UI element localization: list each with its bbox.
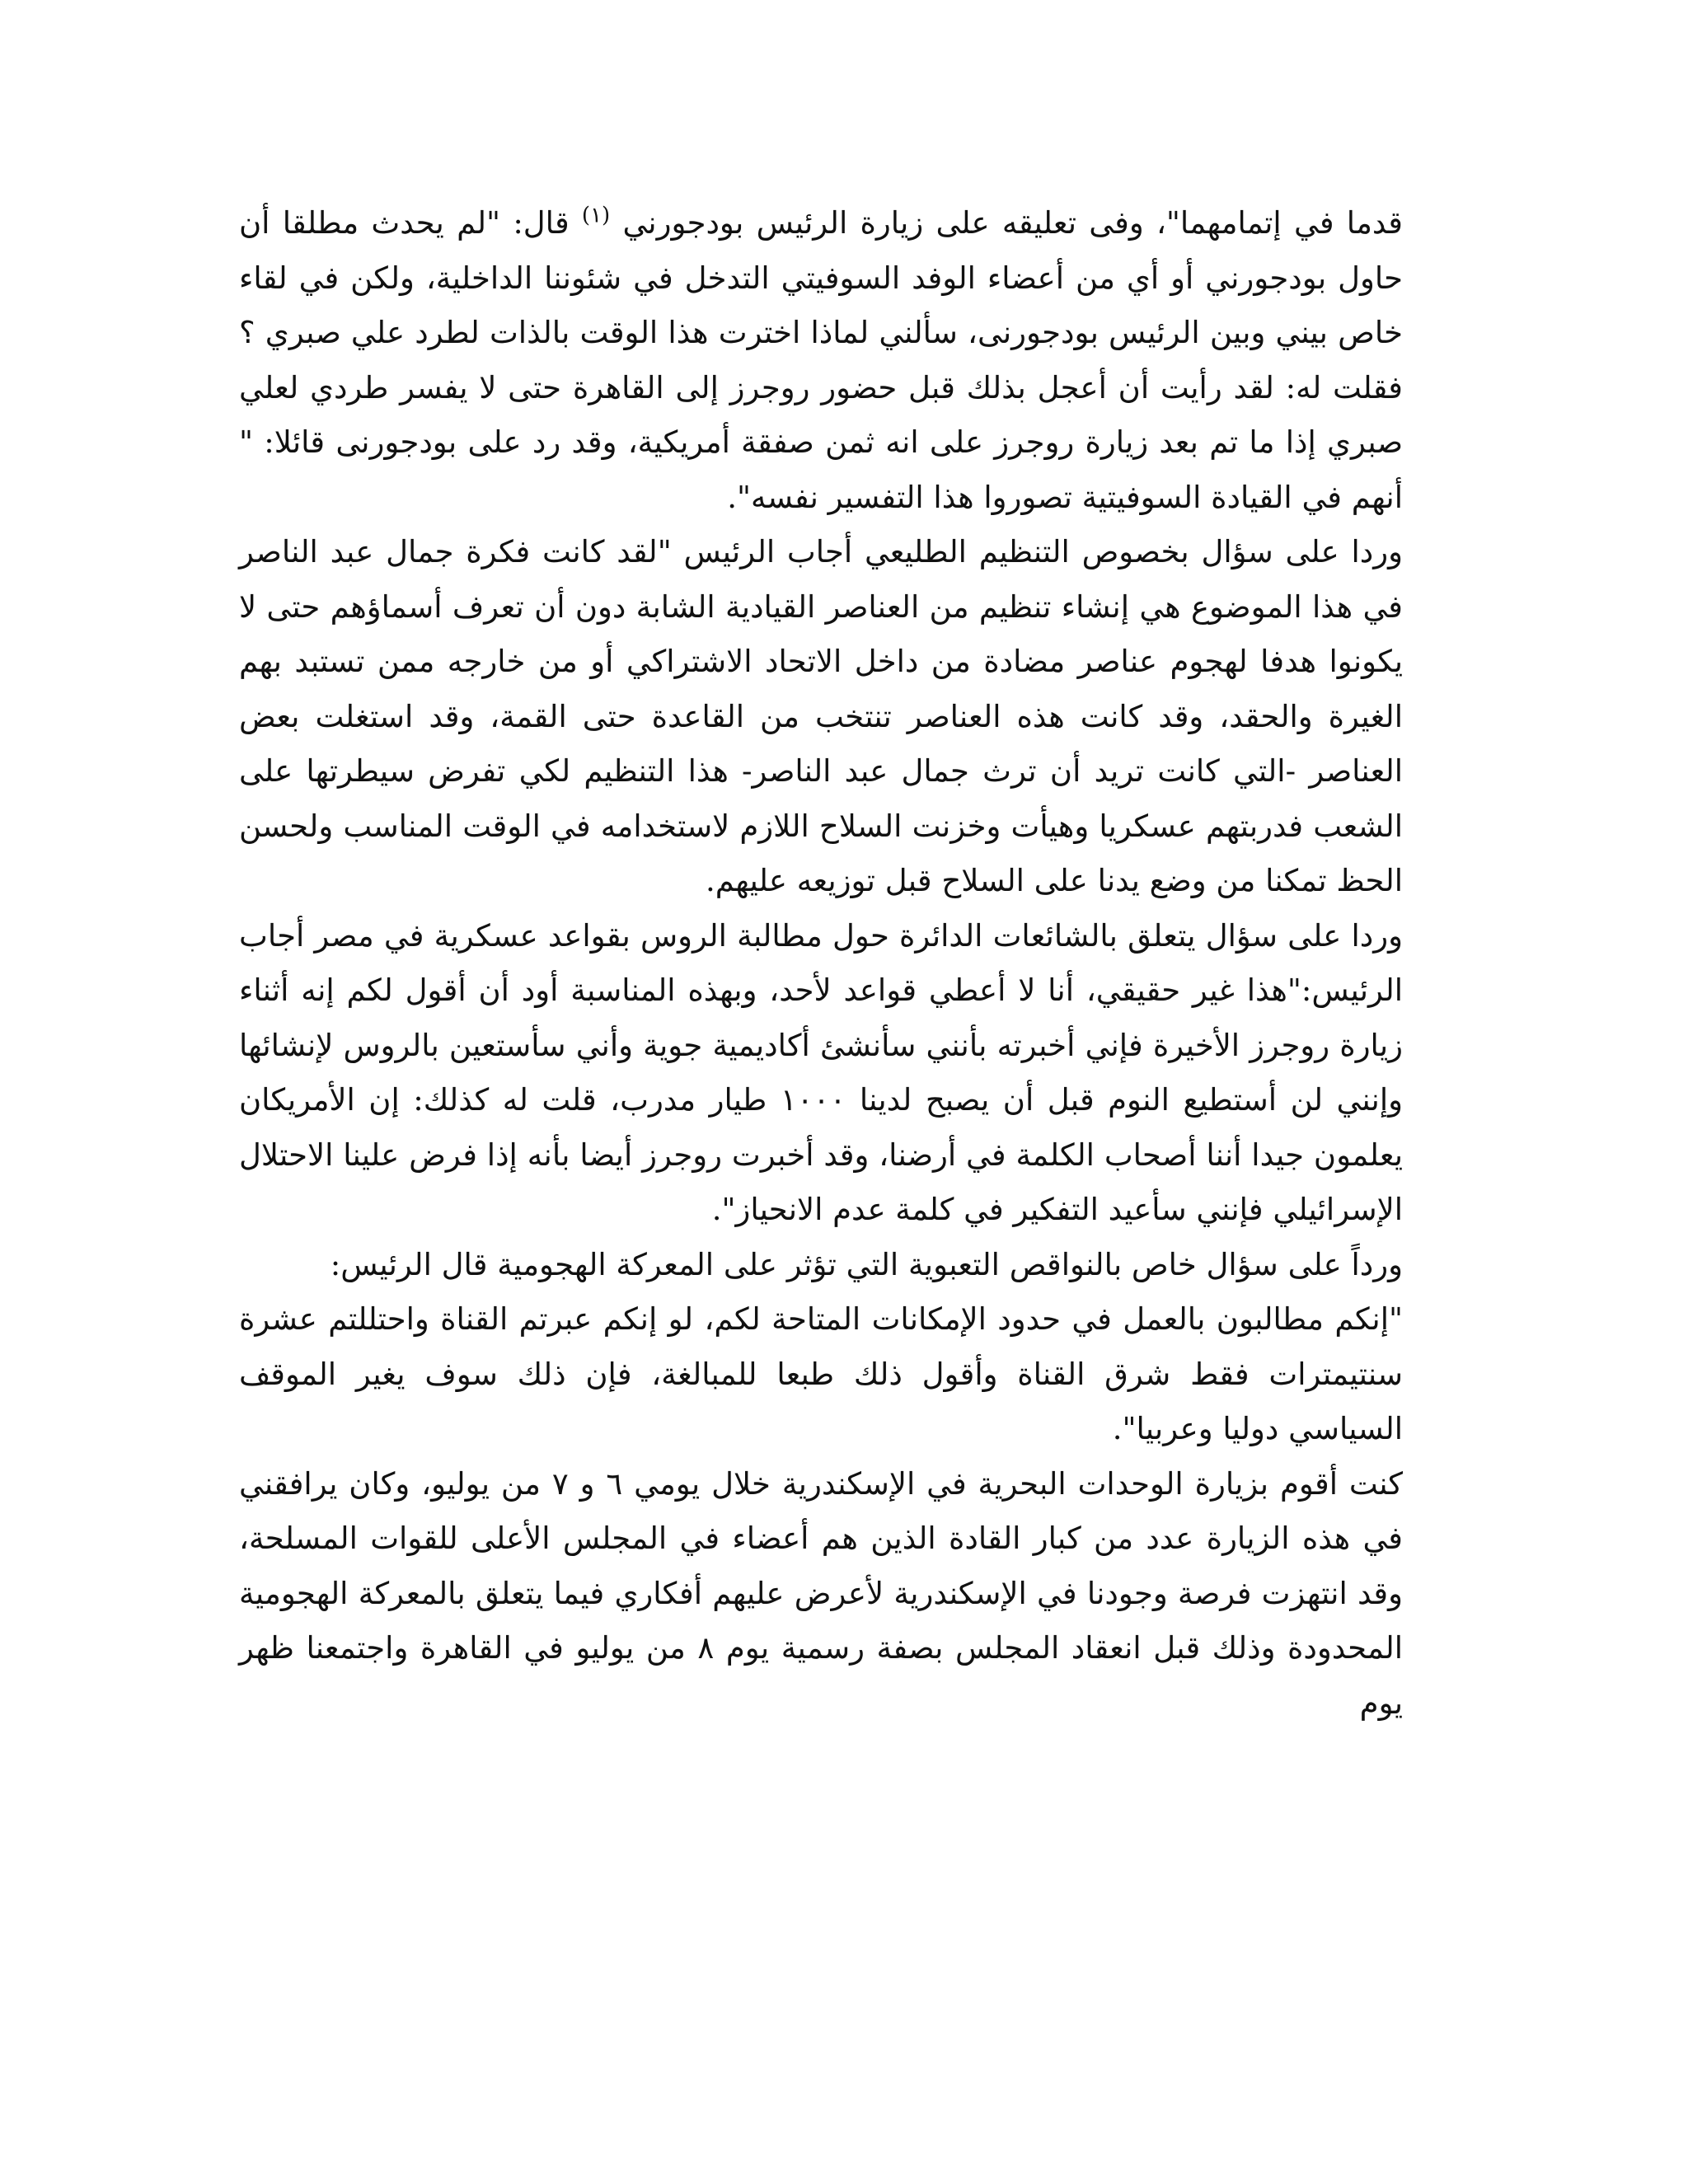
body-text	[239, 196, 1403, 1731]
paragraph-2: وردا على سؤال بخصوص التنظيم الطليعي أجاب الرئيس "لقد كانت فكرة جمال عبد الناصر في هذا الموضوع هي إنشاء تنظيم من العناصر القيادية الشابة دون أن تعرف أسماؤهم حتى لا يكونوا هدفا لهجوم عناصر مضادة من داخل الاتحاد الاشتراكي أو من خارجه ممن تستبد بهم الغيرة والحقد، وقد كانت هذه العناصر تنتخب من القاعدة حتى القمة، وقد استغلت بعض العناصر -التي كانت تريد أن ترث جمال عبد الناصر- هذا التنظيم لكي تفرض سيطرتها على الشعب فدربتهم عسكريا وهيأت وخزنت السلاح اللازم لاستخدامه في الوقت المناسب ولحسن الحظ تمكنا من وضع يدنا على السلاح قبل توزيعه عليهم.	[239, 534, 1403, 898]
paragraph-1	[239, 196, 1403, 525]
paragraph-6: كنت أقوم بزيارة الوحدات البحرية في الإسكندرية خلال يومي ٦ و ٧ من يوليو، وكان يرافقني في هذه الزيارة عدد من كبار القادة الذين هم أعضاء في المجلس الأعلى للقوات المسلحة، وقد انتهزت فرصة وجودنا في الإسكندرية لأعرض عليهم أفكاري فيما يتعلق بالمعركة الهجومية المحدودة وذلك قبل انعقاد المجلس بصفة رسمية يوم ٨ من يوليو في القاهرة واجتمعنا ظهر يوم	[239, 1465, 1404, 1721]
paragraph-1-start: قدما في إتمامهما"، وفى تعليقه على زيارة الرئيس بودجورني	[610, 205, 1403, 241]
footnote-reference: (١)	[581, 203, 611, 228]
paragraph-3: وردا على سؤال يتعلق بالشائعات الدائرة حول مطالبة الروس بقواعد عسكرية في مصر أجاب الرئيس:"هذا غير حقيقي، أنا لا أعطي قواعد لأحد، وبهذه المناسبة أود أن أقول لكم إنه أثناء زيارة روجرز الأخيرة فإني أخبرته بأنني سأنشئ أكاديمية جوية وأني سأستعين بالروس لإنشائها وإنني لن أستطيع النوم قبل أن يصبح لدينا ١٠٠٠ طيار مدرب، قلت له كذلك: إن الأمريكان يعلمون جيدا أننا أصحاب الكلمة في أرضنا، وقد أخبرت روجرز أيضا بأنه إذا فرض علينا الاحتلال الإسرائيلي فإنني سأعيد التفكير في كلمة عدم الانحياز".	[239, 917, 1403, 1227]
paragraph-1-end: قال: "لم يحدث مطلقا أن حاول بودجورني أو أي من أعضاء الوفد السوفيتي التدخل في شئوننا الداخلية، ولكن في لقاء خاص بيني وبين الرئيس بودجورنى، سألني لماذا اخترت هذا الوقت بالذات لطرد علي صبري ؟ فقلت له: لقد رأيت أن أعجل بذلك قبل حضور روجرز إلى القاهرة حتى لا يفسر طردي لعلي صبري إذا ما تم بعد زيارة روجرز على انه ثمن صفقة أمريكية، وقد رد على بودجورنى قائلا: " أنهم في القيادة السوفيتية تصوروا هذا التفسير نفسه".	[239, 205, 1403, 515]
paragraph-4: ورداً على سؤال خاص بالنواقص التعبوية التي تؤثر على المعركة الهجومية قال الرئيس:	[330, 1246, 1403, 1282]
paragraph-5: "إنكم مطالبون بالعمل في حدود الإمكانات المتاحة لكم، لو إنكم عبرتم القناة واحتللتم عشرة سنتيمترات فقط شرق القناة وأقول ذلك طبعا للمبالغة، فإن ذلك سوف يغير الموقف السياسي دوليا وعربيا".	[239, 1301, 1403, 1446]
